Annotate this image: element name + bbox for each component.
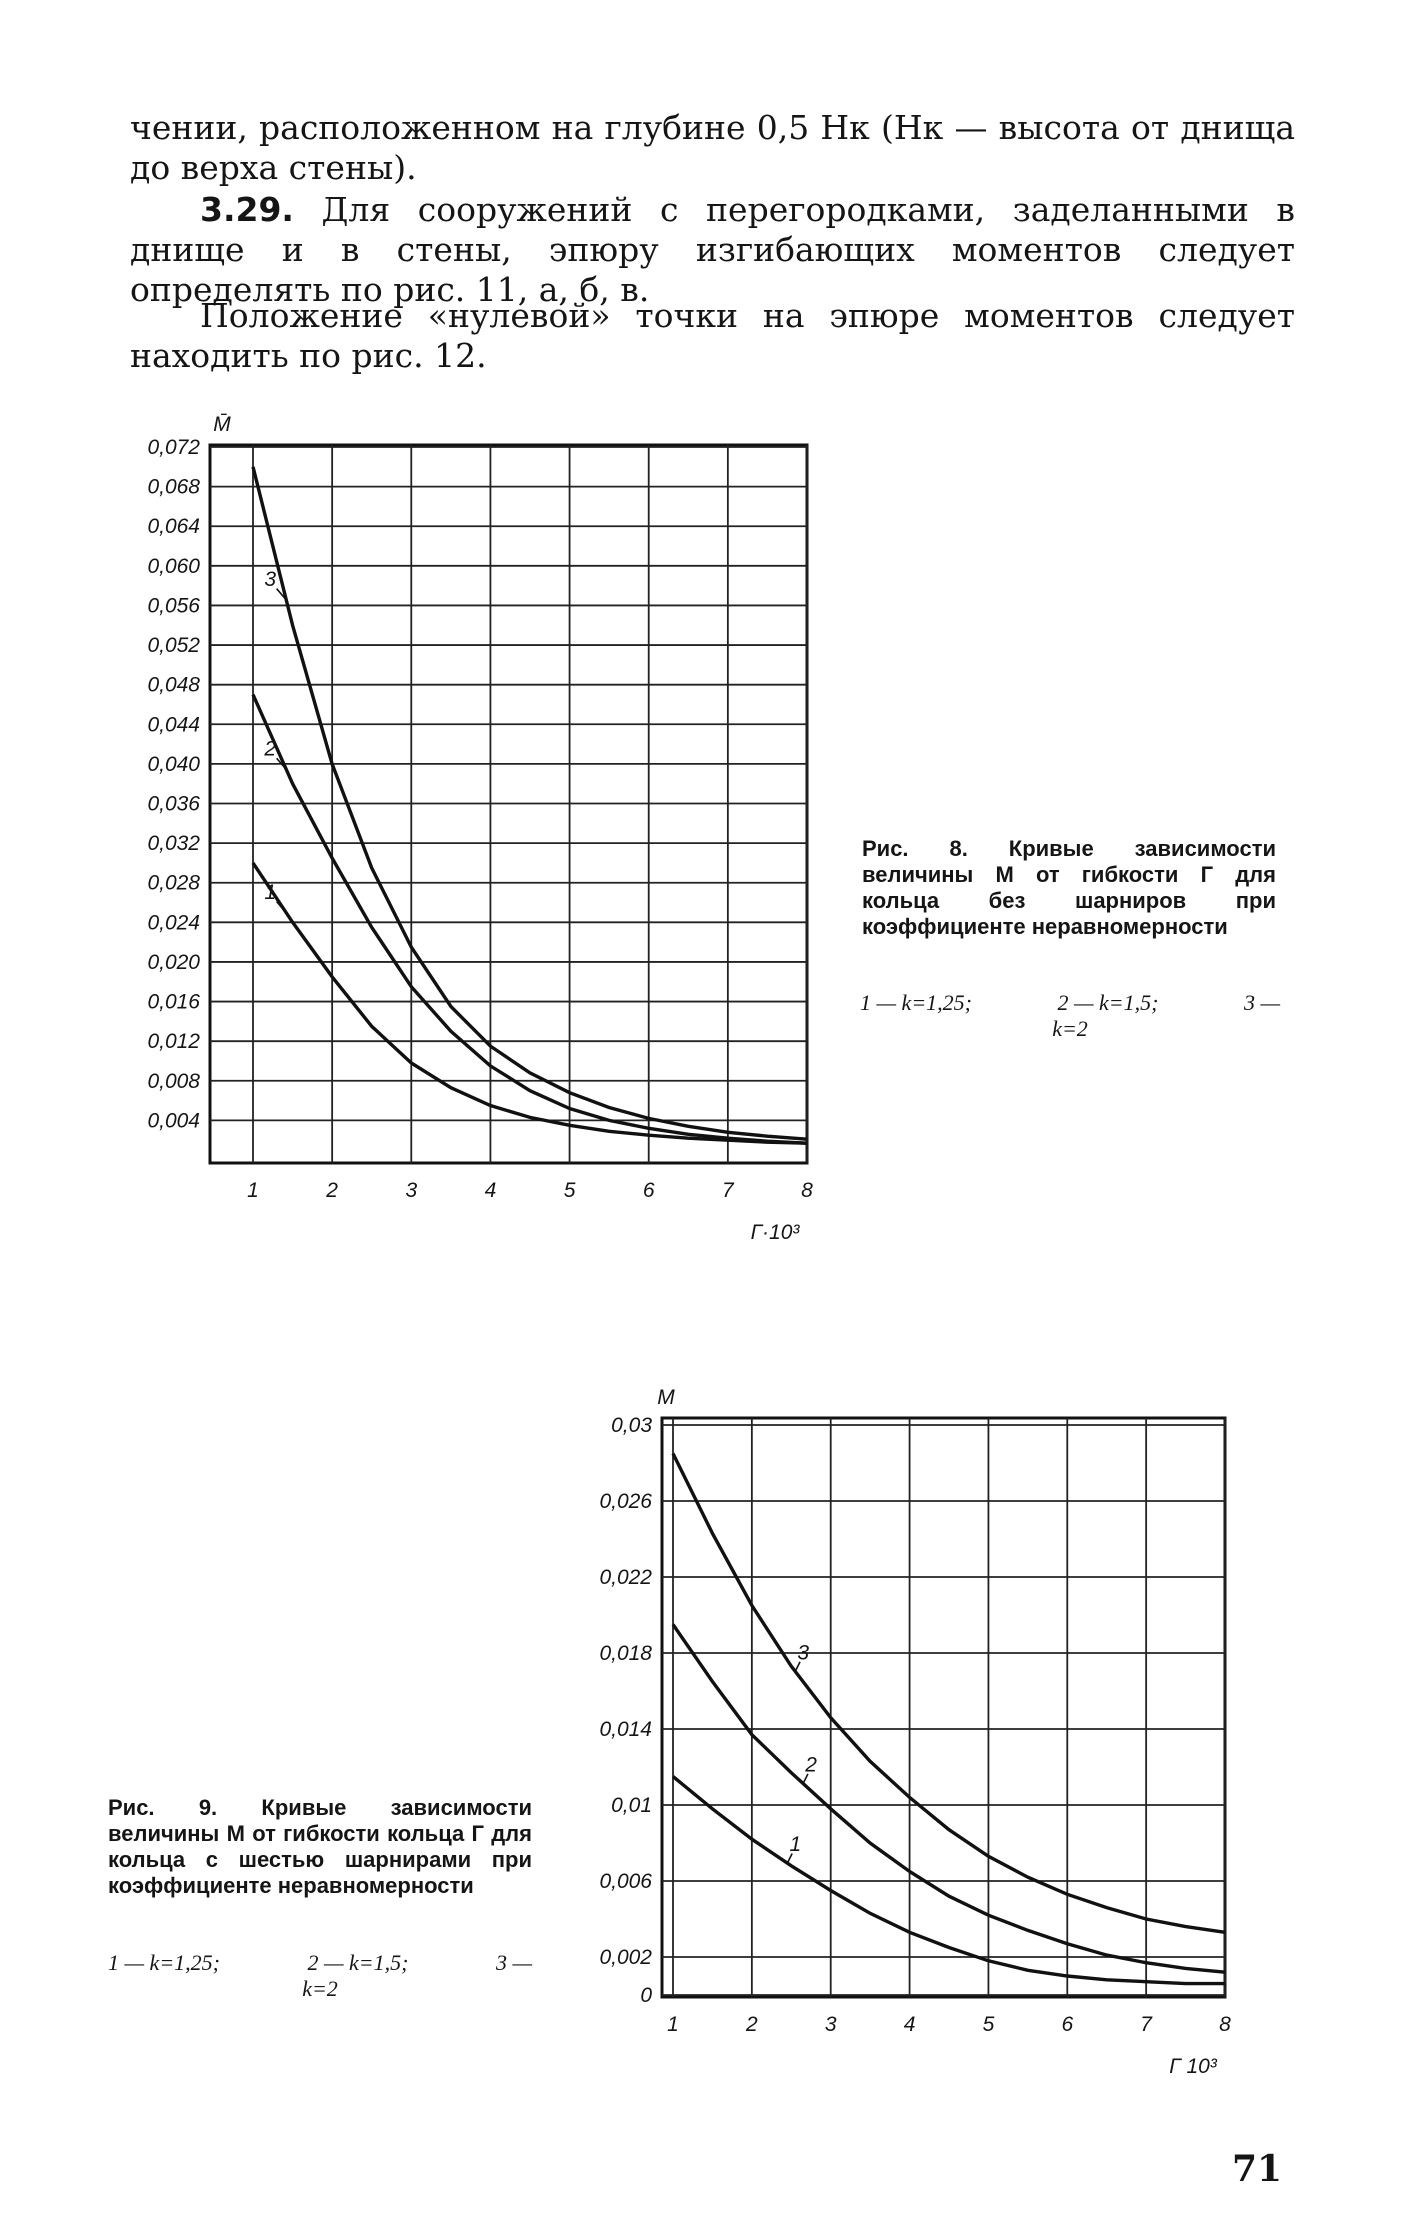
figure-8-y-tick-label: 0,016 bbox=[147, 990, 200, 1014]
figure-8-y-tick-label: 0,044 bbox=[147, 713, 200, 737]
figure-8-series-3-label: 3 bbox=[264, 567, 277, 591]
figure-9-x-tick-label: 2 bbox=[746, 2013, 758, 2036]
figure-9-series-3-label: 3 bbox=[797, 1641, 810, 1665]
figure-9-y-tick-label: 0,03 bbox=[611, 1414, 652, 1437]
figure-9-x-tick-label: 1 bbox=[667, 2013, 679, 2036]
figure-8-x-tick-label: 5 bbox=[563, 1179, 576, 1202]
figure-9-x-axis-label: Г 10³ bbox=[1169, 2055, 1217, 2078]
figure-8-y-tick-label: 0,072 bbox=[147, 436, 200, 459]
figure-9-series-1-line bbox=[673, 1777, 1225, 1984]
figure-8-y-tick-label: 0,004 bbox=[147, 1109, 200, 1133]
figure-8-x-tick-label: 3 bbox=[405, 1179, 418, 1202]
figure-8-y-tick-label: 0,060 bbox=[147, 554, 200, 578]
figure-8-y-tick-label: 0,056 bbox=[147, 594, 200, 618]
figure-9-series-3-line bbox=[673, 1454, 1225, 1933]
figure-9-y-tick-label: 0,026 bbox=[599, 1490, 652, 1513]
figure-9-legend-item-2: 2 — k=1,5; bbox=[307, 1950, 409, 1975]
page-number: 71 bbox=[1232, 2148, 1283, 2190]
figure-8-x-tick-label: 6 bbox=[642, 1179, 655, 1202]
figure-8-y-tick-label: 0,040 bbox=[147, 752, 200, 776]
figure-8-y-tick-label: 0,068 bbox=[147, 475, 200, 499]
figure-9-y-axis-label: M bbox=[657, 1386, 675, 1409]
figure-9-legend-item-1: 1 — k=1,25; bbox=[108, 1950, 220, 1975]
figure-9-y-tick-label: 0,014 bbox=[599, 1718, 652, 1741]
figure-9-x-tick-label: 4 bbox=[903, 2013, 916, 2036]
figure-8-legend-item-1: 1 — k=1,25; bbox=[860, 990, 972, 1015]
figure-8-caption: Рис. 8. Кривые зависимости величины M от гибкости Г для кольца без шарниров при коэффициенте неравномерности bbox=[862, 836, 1276, 939]
figure-9-x-tick-label: 7 bbox=[1140, 2013, 1152, 2036]
figure-9-legend bbox=[108, 1950, 532, 2002]
figure-8-y-tick-label: 0,008 bbox=[147, 1069, 200, 1093]
figure-8-y-tick-label: 0,036 bbox=[147, 792, 200, 816]
figure-8-legend-item-3: 3 — bbox=[1243, 990, 1280, 1015]
figure-8-y-tick-label: 0,028 bbox=[147, 871, 200, 895]
figure-8-series-2-line bbox=[253, 695, 807, 1144]
figure-9-y-tick-label: 0,022 bbox=[599, 1566, 652, 1589]
figure-8-series-2-label: 2 bbox=[264, 737, 277, 761]
figure-8-series-1-label: 1 bbox=[264, 880, 277, 904]
figure-8-legend-item-3-value: k=2 bbox=[1052, 1016, 1088, 1041]
figure-8-x-tick-label: 7 bbox=[722, 1179, 734, 1202]
figure-9-x-tick-label: 5 bbox=[982, 2013, 995, 2036]
figure-8-y-tick-label: 0,012 bbox=[147, 1030, 200, 1054]
figure-9-series-1-label: 1 bbox=[789, 1833, 802, 1857]
figure-9-legend-item-3: 3 — bbox=[495, 1950, 532, 1975]
figure-8-y-tick-label: 0,020 bbox=[147, 950, 200, 974]
figure-9-x-tick-label: 8 bbox=[1219, 2013, 1231, 2036]
figure-9-x-tick-label: 6 bbox=[1061, 2013, 1074, 2036]
figure-9-x-tick-label: 3 bbox=[824, 2013, 837, 2036]
paragraph-continuation: чении, расположенном на глубине 0,5 Hк (Hк — высота от днища до верха стены). bbox=[130, 108, 1295, 187]
figure-9-y-tick-label: 0,01 bbox=[611, 1794, 652, 1817]
figure-9-frame bbox=[662, 1418, 1225, 1997]
figure-8-y-tick-label: 0,032 bbox=[147, 832, 200, 856]
figure-8-x-tick-label: 8 bbox=[801, 1179, 813, 1202]
paragraph-zero-point: Положение «нулевой» точки на эпюре моментов следует находить по рис. 12. bbox=[130, 296, 1295, 375]
figure-8-x-tick-label: 1 bbox=[247, 1179, 259, 1202]
figure-8-series-1-line bbox=[253, 863, 807, 1143]
figure-9-y-tick-label: 0,018 bbox=[599, 1642, 652, 1665]
figure-9-legend-item-3-value: k=2 bbox=[302, 1976, 338, 2001]
figure-8-x-tick-label: 2 bbox=[326, 1179, 338, 1202]
figure-8-x-axis-label: Г·10³ bbox=[750, 1221, 800, 1244]
paragraph-3-29-text: Для сооружений с перегородками, заделанными в днище и в стены, эпюру изгибающих моментов следует определять по рис. 11, а, б, в. bbox=[130, 190, 1295, 309]
figure-9-series-2-line bbox=[673, 1625, 1225, 1973]
figure-8-y-tick-label: 0,024 bbox=[147, 911, 200, 935]
figure-9-y-tick-label: 0,006 bbox=[599, 1870, 652, 1893]
figure-8-y-tick-label: 0,064 bbox=[147, 515, 200, 539]
figure-9-series-2-label: 2 bbox=[805, 1753, 817, 1777]
section-number: 3.29. bbox=[200, 190, 294, 229]
figure-8-legend-item-2: 2 — k=1,5; bbox=[1057, 990, 1159, 1015]
figure-8-x-tick-label: 4 bbox=[484, 1179, 497, 1202]
figure-8-y-tick-label: 0,048 bbox=[147, 673, 200, 697]
figure-9-y-tick-label: 0,002 bbox=[599, 1946, 652, 1969]
figure-9-caption: Рис. 9. Кривые зависимости величины M от гибкости кольца Г для кольца с шестью шарнирами при коэффициенте неравномерности bbox=[108, 1795, 532, 1898]
figure-8-y-axis-label: M̄ bbox=[213, 413, 231, 436]
figure-9-y-tick-label: 0 bbox=[640, 1984, 652, 2007]
figure-8-y-tick-label: 0,052 bbox=[147, 634, 200, 658]
figure-8-legend bbox=[860, 990, 1280, 1042]
